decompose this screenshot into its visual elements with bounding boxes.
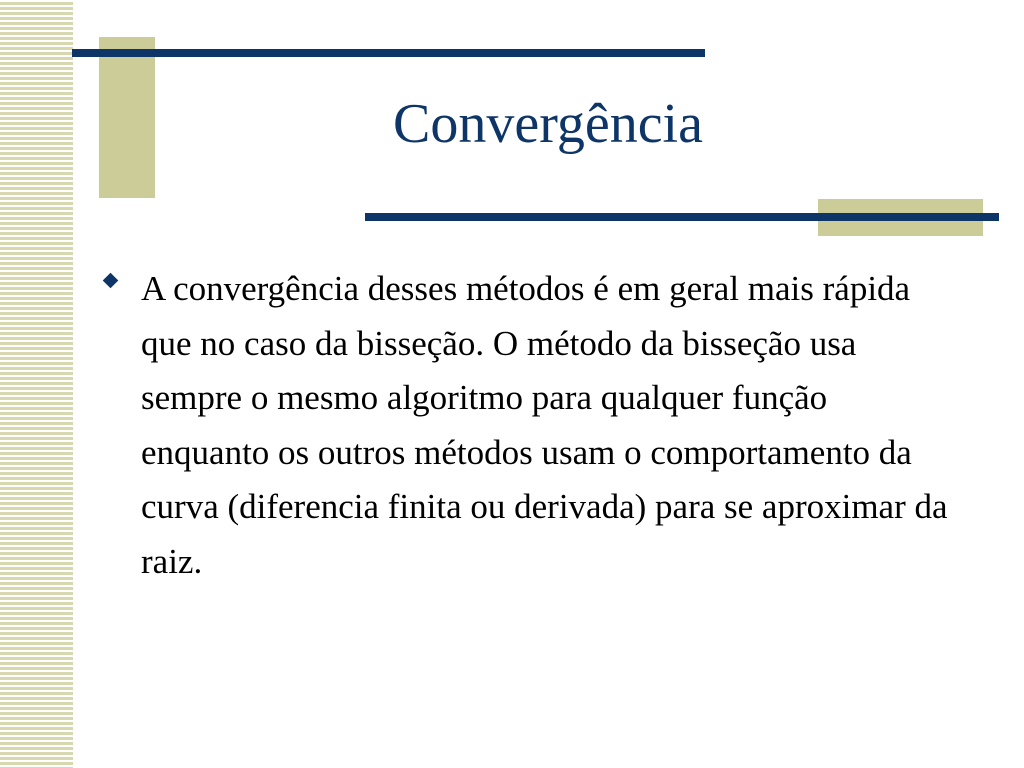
diamond-bullet-icon: [103, 273, 119, 289]
decorative-rule-top: [72, 49, 705, 57]
bullet-item: [105, 262, 955, 589]
striped-side-band: [0, 0, 73, 768]
decorative-rule-bottom: [365, 213, 999, 221]
decorative-tan-block-top: [99, 37, 155, 198]
slide-title: Convergência: [393, 93, 703, 155]
bullet-text: A convergência desses métodos é em geral mais rápida que no caso da bisseção. O método da bisseção usa sempre o mesmo algoritmo para qualquer função enquanto os outros métodos usam o comportamento da curva (diferencia finita ou derivada) para se aproximar da raiz.: [141, 269, 948, 581]
